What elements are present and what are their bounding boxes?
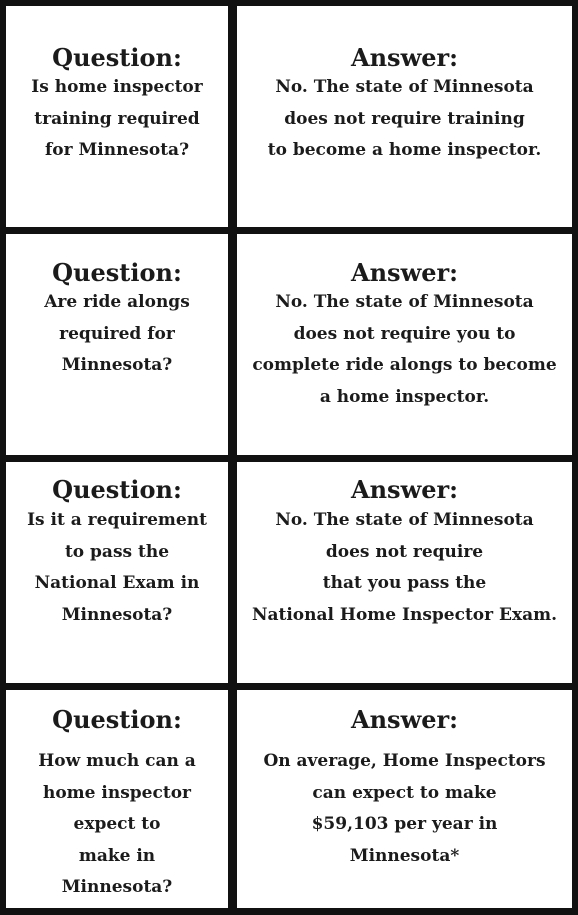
answer-heading: Answer: [350, 475, 458, 504]
question-heading: Question: [52, 43, 182, 72]
question-line: Is home inspector [31, 77, 203, 97]
answer-text [237, 287, 572, 413]
answer-line: No. The state of Minnesota [275, 77, 534, 97]
question-line: make in [78, 845, 156, 866]
answer-line: a home inspector. [319, 386, 490, 407]
question-line: training required [34, 108, 200, 129]
question-card-4 [6, 690, 228, 908]
answer-line: can expect to make [312, 782, 497, 803]
question-line: required for [59, 323, 175, 344]
answer-heading: Answer: [350, 258, 458, 287]
question-line: Is it a requirement [27, 510, 207, 530]
answer-line: does not require [325, 541, 484, 562]
question-line: expect to [73, 814, 161, 834]
answer-line: complete ride alongs to become [252, 355, 557, 375]
answer-line: does not require you to [293, 323, 516, 344]
answer-heading: Answer: [350, 43, 458, 72]
answer-line: does not require training [284, 108, 525, 129]
question-heading: Question: [52, 475, 182, 504]
answer-card-1 [237, 6, 572, 227]
question-card-1 [6, 6, 228, 227]
question-heading: Question: [52, 705, 182, 734]
question-line: How much can a [38, 751, 196, 771]
answer-text [237, 72, 572, 167]
answer-line: Minnesota* [349, 845, 460, 866]
question-line: to pass the [64, 541, 170, 562]
question-line: National Exam in [34, 573, 200, 593]
question-card-2 [6, 234, 228, 455]
question-text [6, 72, 228, 167]
question-line: Are ride alongs [44, 292, 190, 312]
question-card-3 [6, 462, 228, 683]
answer-line: to become a home inspector. [267, 140, 542, 160]
answer-text [237, 746, 572, 872]
answer-line: On average, Home Inspectors [263, 751, 546, 771]
question-line: for Minnesota? [44, 140, 190, 160]
question-line: Minnesota? [61, 604, 173, 625]
answer-line: that you pass the [322, 573, 487, 593]
answer-line: No. The state of Minnesota [275, 510, 534, 530]
answer-card-3 [237, 462, 572, 683]
question-text [6, 287, 228, 382]
question-heading: Question: [52, 258, 182, 287]
answer-heading: Answer: [350, 705, 458, 734]
answer-line: $59,103 per year in [311, 814, 498, 834]
answer-line: National Home Inspector Exam. [251, 604, 558, 625]
answer-card-2 [237, 234, 572, 455]
answer-text [237, 505, 572, 631]
question-line: Minnesota? [61, 355, 173, 375]
answer-card-4 [237, 690, 572, 908]
question-text [6, 505, 228, 631]
question-line: home inspector [42, 782, 191, 803]
answer-line: No. The state of Minnesota [275, 292, 534, 312]
question-text [6, 746, 228, 904]
question-line: Minnesota? [61, 877, 173, 897]
